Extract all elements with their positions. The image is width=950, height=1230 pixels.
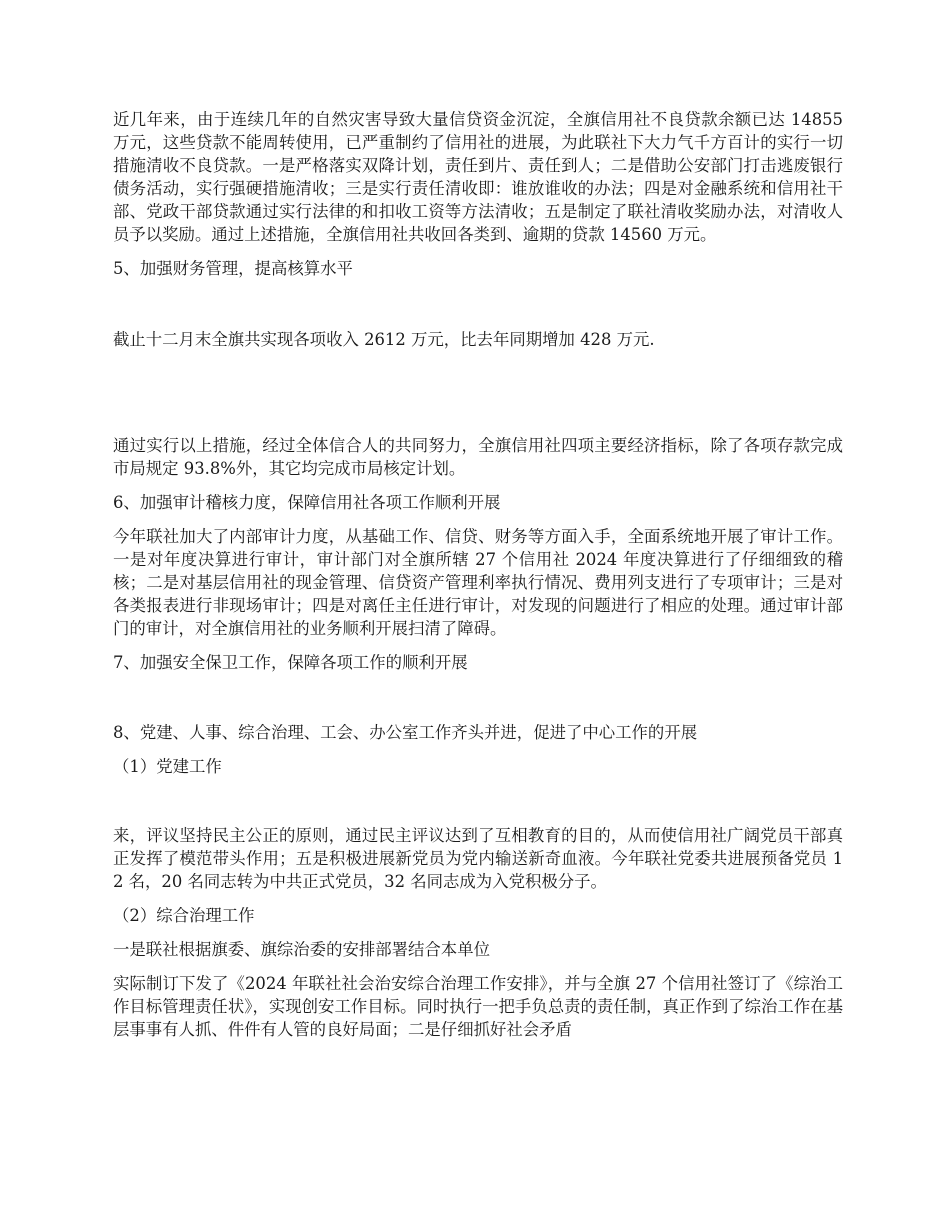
paragraph-income: 截止十二月末全旗共实现各项收入 2612 万元，比去年同期增加 428 万元.: [113, 330, 655, 349]
heading-party-building-overview: 8、党建、人事、综合治理、工会、办公室工作齐头并进，促进了中心工作的开展: [113, 723, 698, 742]
paragraph-indicators: 通过实行以上措施，经过全体信合人的共同努力，全旗信用社四项主要经济指标，除了各项存款完成市局规定 93.8%外，其它均完成市局核定计划。: [113, 436, 843, 478]
paragraph-governance-details: 实际制订下发了《2024 年联社社会治安综合治理工作安排》，并与全旗 27 个信用社签订了《综治工作目标管理责任状》，实现创安工作目标。同时执行一把手负总责的责任制，真正作到了综治工作在基层事事有人抓、件件有人管的良好局面；二是仔细抓好社会矛盾: [113, 974, 843, 1039]
paragraph-governance-intro: 一是联社根据旗委、旗综治委的安排部署结合本单位: [113, 940, 490, 959]
subheading-comprehensive-governance: （2）综合治理工作: [113, 906, 255, 925]
paragraph-party-members: 来，评议坚持民主公正的原则，通过民主评议达到了互相教育的目的，从而使信用社广阔党员干部真正发挥了模范带头作用；五是积极进展新党员为党内输送新奇血液。今年联社党委共进展预备党员 12 名，20 名同志转为中共正式党员，32 名同志成为入党积极分子。: [113, 826, 843, 891]
heading-audit: 6、加强审计稽核力度，保障信用社各项工作顺利开展: [113, 493, 501, 512]
paragraph-bad-loan-recovery: 近几年来，由于连续几年的自然灾害导致大量信贷资金沉淀，全旗信用社不良贷款余额已达 14855 万元，这些贷款不能周转使用，已严重制约了信用社的进展，为此联社下大力气千方百计的实行一切措施清收不良贷款。一是严格落实双降计划，责任到片、责任到人；二是借助公安部门打击逃废银行债务活动，实行强硬措施清收；三是实行责任清收即：谁放谁收的办法；四是对金融系统和信用社干部、党政干部贷款通过实行法律的和扣收工资等方法清收；五是制定了联社清收奖励办法，对清收人员予以奖励。通过上述措施，全旗信用社共收回各类到、逾期的贷款 14560 万元。: [113, 110, 843, 244]
heading-finance-management: 5、加强财务管理，提高核算水平: [113, 259, 353, 278]
paragraph-audit: 今年联社加大了内部审计力度，从基础工作、信贷、财务等方面入手，全面系统地开展了审计工作。一是对年度决算进行审计，审计部门对全旗所辖 27 个信用社 2024 年度决算进行了仔细细致的稽核；二是对基层信用社的现金管理、信贷资产管理利率执行情况、费用列支进行了专项审计；三是对各类报表进行非现场审计；四是对离任主任进行审计，对发现的问题进行了相应的处理。通过审计部门的审计，对全旗信用社的业务顺利开展扫清了障碍。: [113, 527, 843, 638]
subheading-party-building: （1）党建工作: [113, 757, 222, 776]
document-page: [113, 108, 843, 1041]
heading-security: 7、加强安全保卫工作，保障各项工作的顺利开展: [113, 653, 468, 672]
